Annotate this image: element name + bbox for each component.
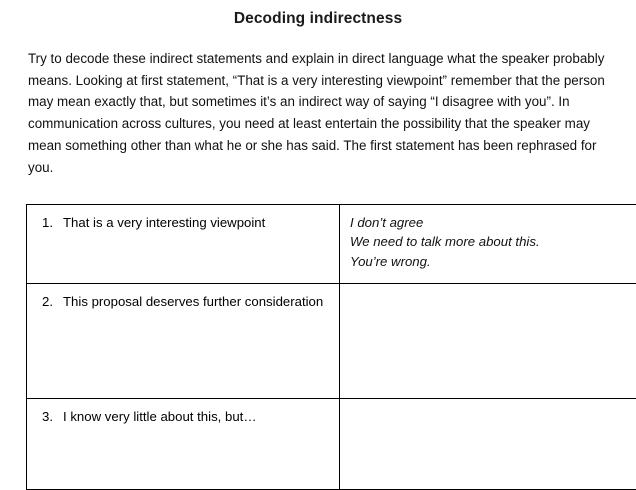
statement-cell xyxy=(27,399,340,490)
meaning-line: I don’t agree xyxy=(350,213,636,232)
statement-text: This proposal deserves further consideration xyxy=(63,292,329,311)
statement-text: That is a very interesting viewpoint xyxy=(63,213,329,232)
document-page xyxy=(0,10,636,489)
table-row xyxy=(27,284,636,399)
meaning-cell[interactable] xyxy=(340,284,636,399)
table-row xyxy=(27,399,636,490)
worksheet-table xyxy=(26,204,636,490)
page-title: Decoding indirectness xyxy=(0,10,636,28)
statement-number: 1. xyxy=(37,213,53,232)
statement-cell xyxy=(27,284,340,399)
statement-text: I know very little about this, but… xyxy=(63,407,329,426)
worksheet-table-wrapper xyxy=(26,204,612,490)
intro-paragraph: Try to decode these indirect statements and explain in direct language what the speaker probably means. Looking at first statement, “That is a very interesting viewpoint” remember that the person may mean exactly that, but sometimes it’s an indirect way of saying “I disagree with you”. In communication across cultures, you need at least entertain the possibility that the speaker may mean something other than what he or she has said. The first statement has been rephrased for you. xyxy=(28,48,608,178)
statement-number: 2. xyxy=(37,292,53,311)
meaning-line: We need to talk more about this. xyxy=(350,232,636,251)
meaning-cell[interactable] xyxy=(340,205,636,284)
statement-cell xyxy=(27,205,340,284)
statement-number: 3. xyxy=(37,407,53,426)
meaning-line: You’re wrong. xyxy=(350,252,636,271)
table-row xyxy=(27,205,636,284)
meaning-cell[interactable] xyxy=(340,399,636,490)
